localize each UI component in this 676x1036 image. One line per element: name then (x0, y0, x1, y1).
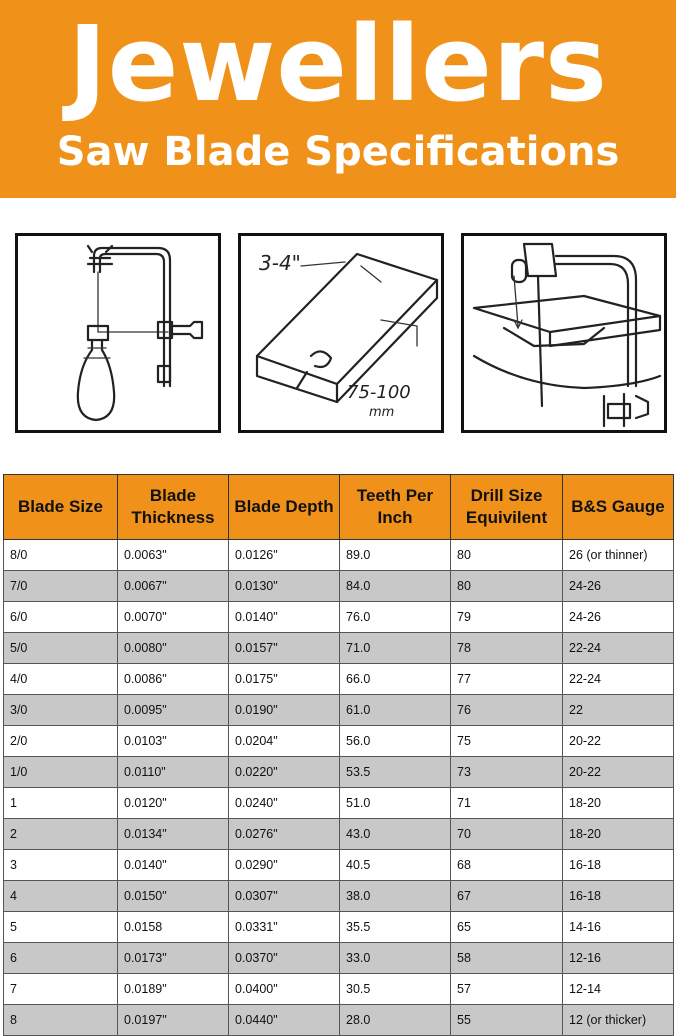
cell-bs-gauge: 20-22 (563, 726, 674, 757)
cell-blade-depth: 0.0290" (229, 850, 340, 881)
cell-teeth-per-inch: 53.5 (340, 757, 451, 788)
cell-bs-gauge: 16-18 (563, 881, 674, 912)
cell-teeth-per-inch: 38.0 (340, 881, 451, 912)
table-row (4, 540, 674, 571)
table-row (4, 757, 674, 788)
header-bs-gauge: B&S Gauge (563, 475, 674, 540)
cell-bs-gauge: 18-20 (563, 788, 674, 819)
cell-teeth-per-inch: 51.0 (340, 788, 451, 819)
cell-blade-depth: 0.0307" (229, 881, 340, 912)
cell-bs-gauge: 20-22 (563, 757, 674, 788)
cell-teeth-per-inch: 30.5 (340, 974, 451, 1005)
cell-blade-thickness: 0.0197" (118, 1005, 229, 1036)
cell-teeth-per-inch: 76.0 (340, 602, 451, 633)
cell-blade-size: 8 (4, 1005, 118, 1036)
cell-teeth-per-inch: 84.0 (340, 571, 451, 602)
cell-blade-thickness: 0.0080" (118, 633, 229, 664)
cell-bs-gauge: 12-14 (563, 974, 674, 1005)
bench-saw-illustration (461, 233, 667, 433)
cell-blade-thickness: 0.0140" (118, 850, 229, 881)
cell-bs-gauge: 16-18 (563, 850, 674, 881)
table-row (4, 819, 674, 850)
cell-bs-gauge: 22-24 (563, 633, 674, 664)
cell-blade-size: 3/0 (4, 695, 118, 726)
bench-saw-sketch (464, 236, 664, 430)
header-blade-depth: Blade Depth (229, 475, 340, 540)
header-blade-thickness: Blade Thickness (118, 475, 229, 540)
cell-blade-depth: 0.0220" (229, 757, 340, 788)
cell-blade-size: 4 (4, 881, 118, 912)
cell-blade-depth: 0.0276" (229, 819, 340, 850)
cell-teeth-per-inch: 71.0 (340, 633, 451, 664)
cell-blade-depth: 0.0126" (229, 540, 340, 571)
cell-drill-size: 77 (451, 664, 563, 695)
cell-teeth-per-inch: 43.0 (340, 819, 451, 850)
cell-bs-gauge: 24-26 (563, 602, 674, 633)
cell-teeth-per-inch: 89.0 (340, 540, 451, 571)
cell-blade-depth: 0.0331" (229, 912, 340, 943)
cell-teeth-per-inch: 56.0 (340, 726, 451, 757)
cell-bs-gauge: 18-20 (563, 819, 674, 850)
cell-blade-size: 1 (4, 788, 118, 819)
cell-bs-gauge: 26 (or thinner) (563, 540, 674, 571)
cell-blade-thickness: 0.0070" (118, 602, 229, 633)
cell-blade-depth: 0.0190" (229, 695, 340, 726)
cell-drill-size: 75 (451, 726, 563, 757)
cell-blade-size: 5 (4, 912, 118, 943)
table-row (4, 633, 674, 664)
cell-blade-thickness: 0.0120" (118, 788, 229, 819)
table-row (4, 602, 674, 633)
table-row (4, 788, 674, 819)
cell-blade-thickness: 0.0063" (118, 540, 229, 571)
cell-teeth-per-inch: 66.0 (340, 664, 451, 695)
cell-drill-size: 65 (451, 912, 563, 943)
bench-pin-illustration (238, 233, 444, 433)
cell-blade-thickness: 0.0189" (118, 974, 229, 1005)
cell-blade-thickness: 0.0173" (118, 943, 229, 974)
cell-blade-size: 7 (4, 974, 118, 1005)
cell-blade-size: 1/0 (4, 757, 118, 788)
cell-blade-thickness: 0.0158 (118, 912, 229, 943)
cell-blade-size: 6 (4, 943, 118, 974)
cell-teeth-per-inch: 35.5 (340, 912, 451, 943)
cell-drill-size: 57 (451, 974, 563, 1005)
cell-teeth-per-inch: 33.0 (340, 943, 451, 974)
cell-teeth-per-inch: 61.0 (340, 695, 451, 726)
cell-drill-size: 67 (451, 881, 563, 912)
cell-bs-gauge: 22-24 (563, 664, 674, 695)
table-header-row (4, 475, 674, 540)
cell-blade-size: 7/0 (4, 571, 118, 602)
table-row (4, 974, 674, 1005)
cell-blade-size: 4/0 (4, 664, 118, 695)
length-label: 3-4" (259, 251, 301, 275)
cell-drill-size: 68 (451, 850, 563, 881)
cell-blade-depth: 0.0440" (229, 1005, 340, 1036)
cell-blade-thickness: 0.0110" (118, 757, 229, 788)
saw-blade-spec-table (3, 474, 674, 1036)
table-row (4, 943, 674, 974)
cell-drill-size: 78 (451, 633, 563, 664)
cell-blade-size: 2/0 (4, 726, 118, 757)
cell-blade-depth: 0.0130" (229, 571, 340, 602)
cell-blade-depth: 0.0370" (229, 943, 340, 974)
table-row (4, 571, 674, 602)
cell-drill-size: 76 (451, 695, 563, 726)
page-title: Jewellers (68, 3, 608, 125)
cell-drill-size: 58 (451, 943, 563, 974)
table-row (4, 1005, 674, 1036)
table-body (4, 540, 674, 1036)
cell-blade-depth: 0.0175" (229, 664, 340, 695)
table-row (4, 695, 674, 726)
table-row (4, 726, 674, 757)
header-teeth-per-inch: Teeth Per Inch (340, 475, 451, 540)
cell-bs-gauge: 12 (or thicker) (563, 1005, 674, 1036)
cell-teeth-per-inch: 40.5 (340, 850, 451, 881)
cell-blade-depth: 0.0400" (229, 974, 340, 1005)
table-row (4, 881, 674, 912)
cell-bs-gauge: 22 (563, 695, 674, 726)
cell-drill-size: 73 (451, 757, 563, 788)
cell-drill-size: 55 (451, 1005, 563, 1036)
cell-bs-gauge: 14-16 (563, 912, 674, 943)
cell-blade-depth: 0.0157" (229, 633, 340, 664)
cell-blade-size: 8/0 (4, 540, 118, 571)
cell-blade-thickness: 0.0103" (118, 726, 229, 757)
cell-blade-size: 3 (4, 850, 118, 881)
table-row (4, 664, 674, 695)
cell-teeth-per-inch: 28.0 (340, 1005, 451, 1036)
cell-blade-thickness: 0.0067" (118, 571, 229, 602)
page-subtitle: Saw Blade Specifications (56, 129, 620, 175)
saw-frame-illustration (15, 233, 221, 433)
cell-blade-depth: 0.0204" (229, 726, 340, 757)
cell-bs-gauge: 12-16 (563, 943, 674, 974)
cell-blade-size: 2 (4, 819, 118, 850)
cell-drill-size: 70 (451, 819, 563, 850)
title-banner (0, 0, 676, 198)
cell-drill-size: 80 (451, 571, 563, 602)
cell-blade-thickness: 0.0095" (118, 695, 229, 726)
cell-blade-thickness: 0.0150" (118, 881, 229, 912)
width-label: 75-100 (347, 382, 411, 403)
table-row (4, 912, 674, 943)
unit-label: mm (369, 405, 395, 420)
header-drill-size: Drill Size Equivilent (451, 475, 563, 540)
cell-blade-thickness: 0.0086" (118, 664, 229, 695)
bench-pin-sketch (241, 236, 441, 430)
cell-drill-size: 71 (451, 788, 563, 819)
cell-blade-depth: 0.0240" (229, 788, 340, 819)
cell-blade-size: 6/0 (4, 602, 118, 633)
saw-frame-sketch (18, 236, 218, 430)
cell-drill-size: 80 (451, 540, 563, 571)
cell-drill-size: 79 (451, 602, 563, 633)
header-blade-size: Blade Size (4, 475, 118, 540)
cell-blade-thickness: 0.0134" (118, 819, 229, 850)
cell-blade-size: 5/0 (4, 633, 118, 664)
table-row (4, 850, 674, 881)
cell-bs-gauge: 24-26 (563, 571, 674, 602)
cell-blade-depth: 0.0140" (229, 602, 340, 633)
